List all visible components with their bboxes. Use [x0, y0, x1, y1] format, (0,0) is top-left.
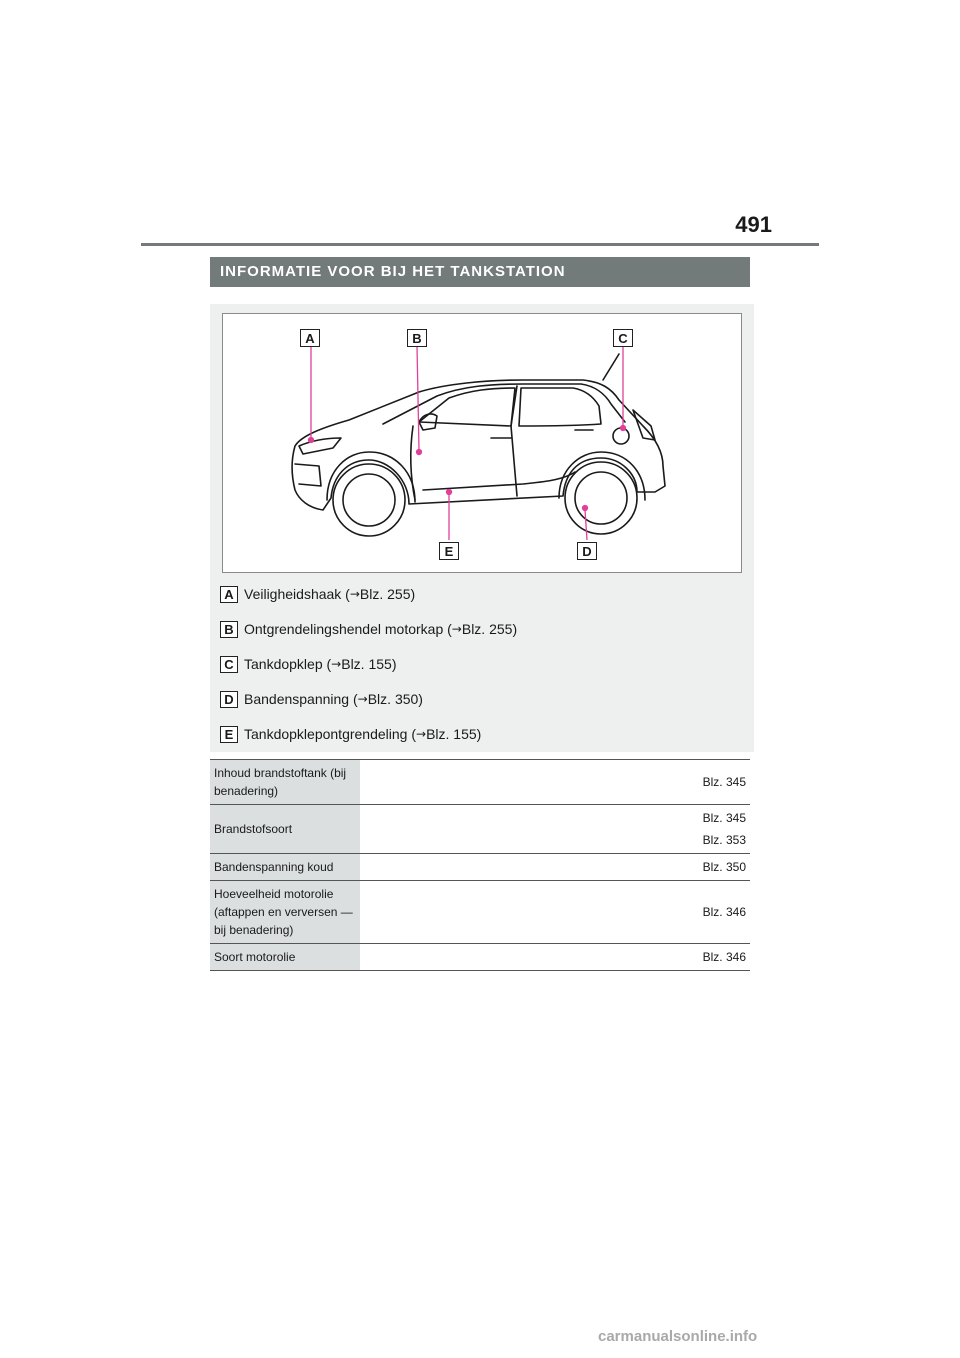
- table-row: [210, 760, 750, 805]
- arrow-icon: →: [349, 587, 360, 601]
- legend-item-b: [220, 619, 517, 639]
- table-row: [210, 805, 750, 854]
- table-row: [210, 881, 750, 944]
- table-row: [210, 944, 750, 971]
- row-label: Brandstofsoort: [210, 805, 360, 854]
- leader-line-b: [417, 346, 419, 450]
- row-label: Inhoud brandstoftank (bij benadering): [210, 760, 360, 805]
- site-watermark: carmanualsonline.info: [598, 1328, 758, 1345]
- legend-ref-e: Blz. 155): [426, 726, 482, 742]
- leader-dot-a: [309, 438, 314, 443]
- callout-e: E: [439, 542, 459, 560]
- row-value: [360, 944, 750, 971]
- legend-ref-d: Blz. 350): [367, 691, 423, 707]
- legend-label-e: Tankdopklepontgrendeling (: [244, 726, 417, 742]
- legend-ref-b: Blz. 255): [461, 621, 518, 637]
- legend-key-b: B: [220, 621, 238, 638]
- leader-dot-b: [417, 450, 422, 455]
- rear-rim: [575, 472, 627, 524]
- legend-label-c: Tankdopklep (: [244, 656, 332, 672]
- legend-key-d: D: [220, 691, 238, 708]
- antenna: [603, 354, 619, 380]
- legend-item-c: [220, 654, 396, 674]
- legend-item-d: [220, 689, 423, 709]
- page-ref: Blz. 346: [702, 905, 746, 919]
- section-title: INFORMATIE VOOR BIJ HET TANKSTATION: [210, 257, 750, 287]
- legend-label-b: Ontgrendelingshendel motorkap (: [244, 621, 452, 637]
- spec-table: [210, 759, 750, 971]
- callout-b: B: [407, 329, 427, 347]
- car-body-outline: [292, 380, 665, 510]
- legend-label-d: Bandenspanning (: [244, 691, 358, 707]
- legend-key-a: A: [220, 586, 238, 603]
- body-character-line: [423, 472, 575, 490]
- leader-dot-c: [621, 426, 626, 431]
- car-side-illustration: [223, 314, 743, 574]
- page-ref: Blz. 345: [702, 775, 746, 789]
- legend-key-e: E: [220, 726, 238, 743]
- legend-item-e: [220, 724, 481, 744]
- headlight: [299, 438, 341, 454]
- leader-dot-d: [583, 506, 588, 511]
- row-value: [360, 854, 750, 881]
- page-number: 491: [735, 212, 772, 237]
- roof-line: [383, 384, 625, 424]
- arrow-icon: →: [416, 727, 427, 741]
- door-seam: [511, 386, 517, 496]
- car-figure: [222, 313, 742, 573]
- front-grille: [295, 464, 321, 486]
- page-ref: Blz. 353: [702, 833, 746, 847]
- page-ref: Blz. 346: [702, 950, 746, 964]
- legend-key-c: C: [220, 656, 238, 673]
- row-value: [360, 881, 750, 944]
- table-row: [210, 854, 750, 881]
- arrow-icon: →: [331, 657, 342, 671]
- callout-a: A: [300, 329, 320, 347]
- callout-d: D: [577, 542, 597, 560]
- callout-c: C: [613, 329, 633, 347]
- page-ref: Blz. 350: [702, 860, 746, 874]
- legend-label-a: Veiligheidshaak (: [244, 586, 350, 602]
- header-rule: [141, 243, 819, 246]
- arrow-icon: →: [451, 622, 462, 636]
- leader-dot-e: [447, 490, 452, 495]
- legend-ref-a: Blz. 255): [359, 586, 416, 602]
- row-label: Hoeveelheid motorolie (aftappen en verversen — bij benadering): [210, 881, 360, 944]
- arrow-icon: →: [357, 692, 368, 706]
- row-label: Soort motorolie: [210, 944, 360, 971]
- page-ref: Blz. 345: [702, 811, 746, 825]
- legend-item-a: [220, 584, 415, 604]
- legend-ref-c: Blz. 155): [341, 656, 397, 672]
- row-value: [360, 805, 750, 854]
- row-label: Bandenspanning koud: [210, 854, 360, 881]
- front-window: [419, 388, 515, 426]
- front-rim: [343, 474, 395, 526]
- row-value: [360, 760, 750, 805]
- rear-window: [519, 388, 601, 426]
- leader-line-d: [585, 510, 587, 540]
